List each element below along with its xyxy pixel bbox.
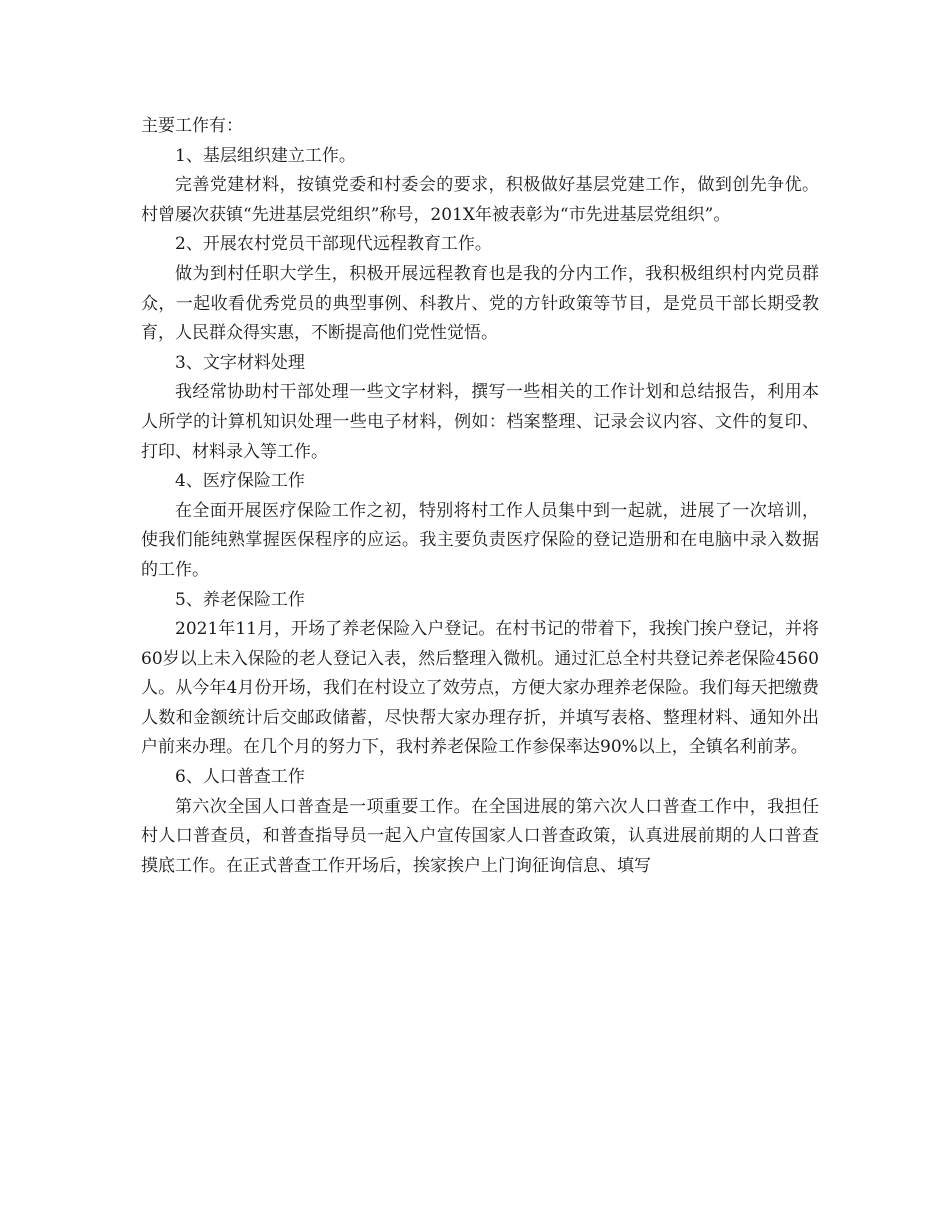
section-heading-3: 3、文字材料处理 (175, 352, 305, 373)
body-paragraph-4: 在全面开展医疗保险工作之初，特别将村工作人员集中到一起就，进展了一次培训，使我们能纯熟掌握医保程序的应运。我主要负责医疗保险的登记造册和在电脑中录入数据的工作。 (141, 500, 819, 580)
section-heading-2: 2、开展农村党员干部现代远程教育工作。 (175, 234, 492, 255)
body-paragraph-3: 我经常协助村干部处理一些文字材料，撰写一些相关的工作计划和总结报告，利用本人所学的计算机知识处理一些电子材料，例如：档案整理、记录会议内容、文件的复印、打印、材料录入等工作。 (141, 382, 819, 462)
section-heading-6: 6、人口普查工作 (175, 767, 305, 788)
body-paragraph-6: 第六次全国人口普查是一项重要工作。在全国进展的第六次人口普查工作中，我担任村人口普查员，和普查指导员一起入户宣传国家人口普查政策，认真进展前期的人口普查摸底工作。在正式普查工作开场后，挨家挨户上门询征询信息、填写 (141, 796, 819, 876)
body-paragraph-5: 2021年11月，开场了养老保险入户登记。在村书记的带着下，我挨门挨户登记，并将60岁以上未入保险的老人登记入表，然后整理入微机。通过汇总全村共登记养老保险4560人。从今年4月份开场，我们在村设立了效劳点，方便大家办理养老保险。我们每天把缴费人数和金额统计后交邮政储蓄，尽快帮大家办理存折，并填写表格、整理材料、通知外出户前来办理。在几个月的努力下，我村养老保险工作参保率达90%以上，全镇名利前茅。 (141, 619, 819, 758)
section-heading-5: 5、养老保险工作 (175, 589, 305, 610)
document-page (141, 112, 819, 881)
body-paragraph-1: 完善党建材料，按镇党委和村委会的要求，积极做好基层党建工作，做到创先争优。村曾屡次获镇“先进基层党组织”称号，201X年被表彰为“市先进基层党组织”。 (141, 175, 819, 225)
intro-line: 主要工作有： (141, 116, 243, 136)
section-heading-4: 4、医疗保险工作 (175, 471, 305, 492)
section-heading-1: 1、基层组织建立工作。 (175, 145, 356, 166)
body-paragraph-2: 做为到村任职大学生，积极开展远程教育也是我的分内工作，我积极组织村内党员群众，一起收看优秀党员的典型事例、科教片、党的方针政策等节目，是党员干部长期受教育，人民群众得实惠，不断提高他们党性觉悟。 (141, 263, 819, 344)
